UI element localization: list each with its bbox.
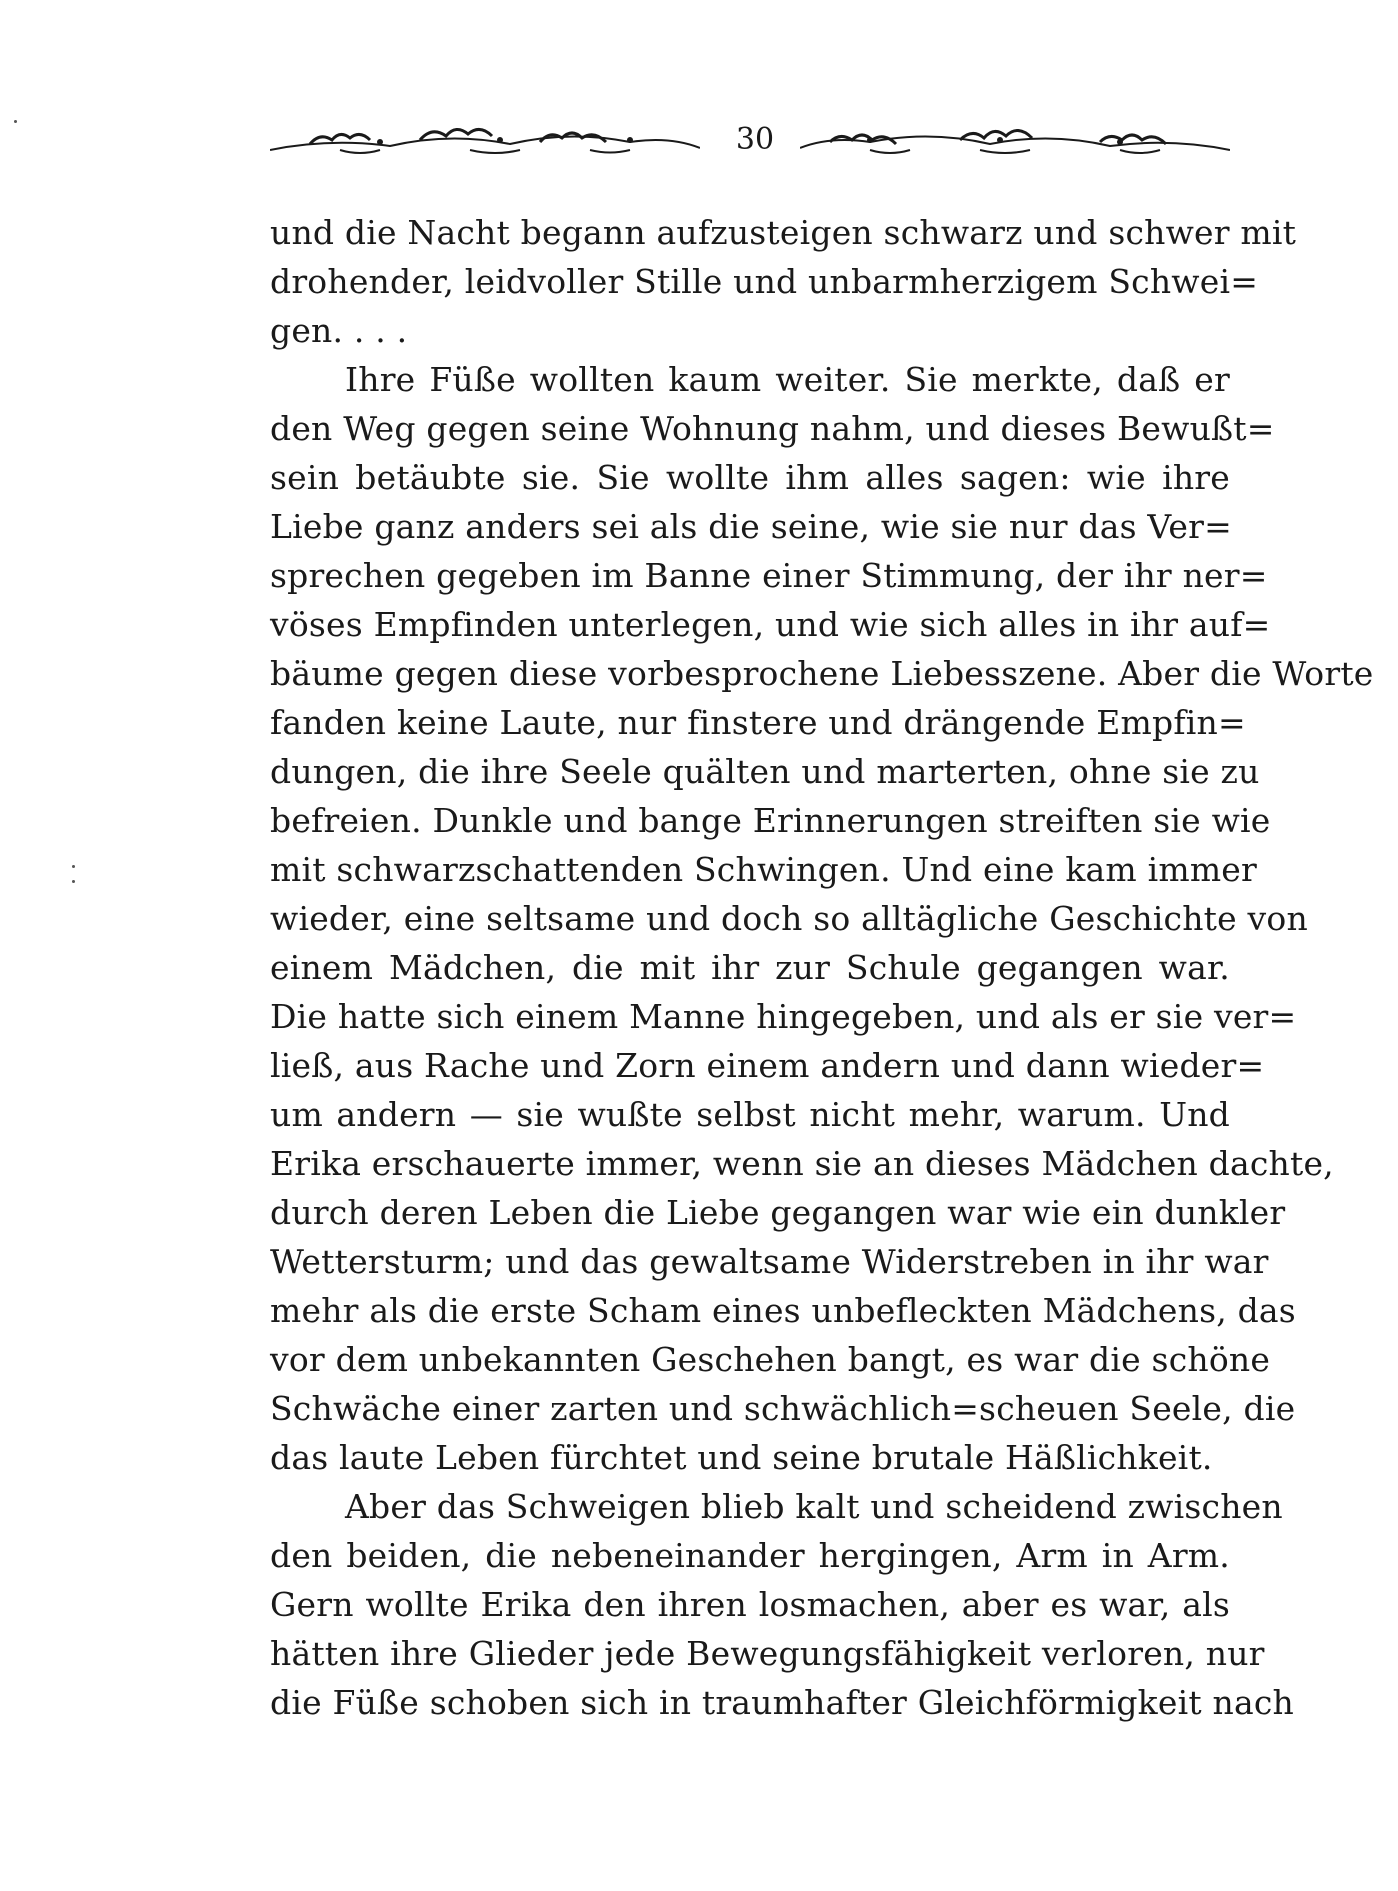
- text-line: wieder, eine seltsame und doch so alltägliche Geschichte von: [270, 899, 1308, 938]
- page-number: 30: [735, 122, 775, 157]
- page-header: [270, 112, 1230, 167]
- text-line: die Füße schoben sich in traumhafter Gleichförmigkeit nach: [270, 1683, 1294, 1722]
- text-line: befreien. Dunkle und bange Erinnerungen streiften sie wie: [270, 801, 1271, 840]
- text-line: Gern wollte Erika den ihren losmachen, aber es war, als: [270, 1585, 1230, 1624]
- text-line: gen. . . .: [270, 311, 408, 350]
- paragraph: [270, 355, 1374, 1482]
- text-line: sein betäubte sie. Sie wollte ihm alles sagen: wie ihre: [270, 458, 1230, 497]
- text-line: vöses Empfinden unterlegen, und wie sich alles in ihr auf=: [270, 605, 1271, 644]
- body-text: [270, 208, 1374, 1727]
- text-line: vor dem unbekannten Geschehen bangt, es war die schöne: [270, 1340, 1271, 1379]
- text-line: den Weg gegen seine Wohnung nahm, und dieses Bewußt=: [270, 409, 1275, 448]
- text-line: Wettersturm; und das gewaltsame Widerstreben in ihr war: [270, 1242, 1269, 1281]
- text-line: sprechen gegeben im Banne einer Stimmung, der ihr ner=: [270, 556, 1268, 595]
- text-line: einem Mädchen, die mit ihr zur Schule gegangen war.: [270, 948, 1230, 987]
- text-line: durch deren Leben die Liebe gegangen war wie ein dunkler: [270, 1193, 1286, 1232]
- text-line: Ihre Füße wollten kaum weiter. Sie merkte, daß er: [345, 360, 1230, 399]
- text-line: den beiden, die nebeneinander hergingen, Arm in Arm.: [270, 1536, 1230, 1575]
- text-line: fanden keine Laute, nur finstere und drängende Empfin=: [270, 703, 1246, 742]
- margin-speck: [14, 120, 17, 123]
- text-line: das laute Leben fürchtet und seine brutale Häßlichkeit.: [270, 1438, 1213, 1477]
- ornament-left-icon: [270, 120, 700, 160]
- text-line: dungen, die ihre Seele quälten und marterten, ohne sie zu: [270, 752, 1260, 791]
- text-line: um andern — sie wußte selbst nicht mehr, warum. Und: [270, 1095, 1230, 1134]
- text-line: Schwäche einer zarten und schwächlich=scheuen Seele, die: [270, 1389, 1296, 1428]
- text-line: und die Nacht begann aufzusteigen schwarz und schwer mit: [270, 213, 1297, 252]
- text-line: Liebe ganz anders sei als die seine, wie sie nur das Ver=: [270, 507, 1232, 546]
- margin-speck: [72, 880, 75, 883]
- paragraph: [270, 1482, 1294, 1727]
- text-line: Erika erschauerte immer, wenn sie an dieses Mädchen dachte,: [270, 1144, 1334, 1183]
- text-line: mehr als die erste Scham eines unbefleckten Mädchens, das: [270, 1291, 1296, 1330]
- text-line: hätten ihre Glieder jede Bewegungsfähigkeit verloren, nur: [270, 1634, 1265, 1673]
- text-line: drohender, leidvoller Stille und unbarmherzigem Schwei=: [270, 262, 1259, 301]
- ornament-right-icon: [800, 120, 1230, 160]
- text-line: mit schwarzschattenden Schwingen. Und eine kam immer: [270, 850, 1258, 889]
- text-line: Die hatte sich einem Manne hingegeben, und als er sie ver=: [270, 997, 1297, 1036]
- text-line: bäume gegen diese vorbesprochene Liebesszene. Aber die Worte: [270, 654, 1374, 693]
- text-line: ließ, aus Rache und Zorn einem andern und dann wieder=: [270, 1046, 1265, 1085]
- margin-speck: [72, 865, 75, 868]
- paragraph: [270, 208, 1297, 355]
- text-line: Aber das Schweigen blieb kalt und scheidend zwischen: [345, 1487, 1283, 1526]
